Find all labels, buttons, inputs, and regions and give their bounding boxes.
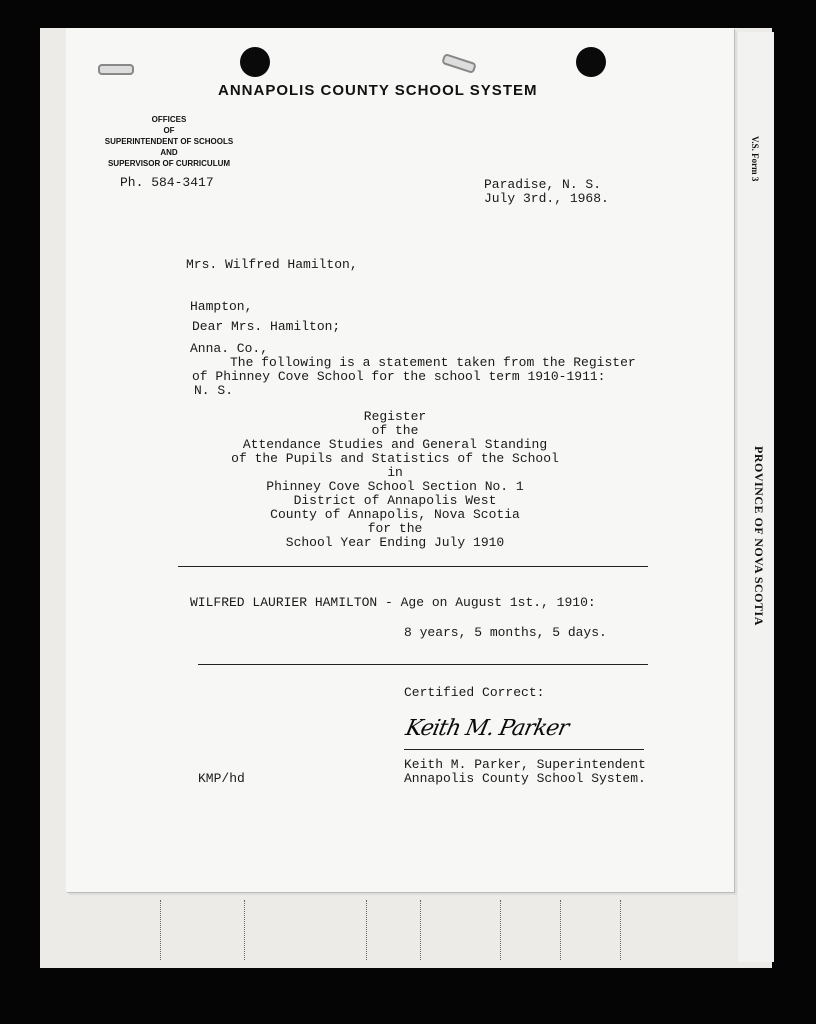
- office-line: SUPERVISOR OF CURRICULUM: [107, 159, 231, 168]
- address-line: Anna. Co.,: [190, 341, 269, 356]
- office-line: OFFICES: [151, 115, 187, 124]
- form-dotted-line: [244, 900, 245, 960]
- office-line: SUPERINTENDENT OF SCHOOLS: [104, 137, 234, 146]
- typist-initials: KMP/hd: [198, 771, 245, 786]
- phone-number: Ph. 584-3417: [120, 175, 214, 190]
- signature: Keith M. Parker: [403, 716, 571, 741]
- register-line: in: [387, 465, 403, 480]
- register-heading: [200, 410, 590, 550]
- letter-date: July 3rd., 1968.: [484, 191, 609, 206]
- address-line: Mrs. Wilfred Hamilton,: [186, 257, 358, 272]
- office-line: AND: [160, 148, 178, 157]
- register-line: for the: [367, 521, 423, 536]
- register-line: District of Annapolis West: [293, 493, 497, 508]
- signature-line: [404, 749, 644, 750]
- certified-label: Certified Correct:: [404, 685, 545, 700]
- register-line: of the Pupils and Statistics of the School: [231, 451, 559, 466]
- address-line: N. S.: [194, 383, 234, 398]
- intro-line-1: The following is a statement taken from the Register: [230, 355, 636, 370]
- form-dotted-line: [620, 900, 621, 960]
- register-line: Register: [363, 409, 427, 424]
- system-title: ANNAPOLIS COUNTY SCHOOL SYSTEM: [218, 82, 538, 99]
- form-dotted-line: [420, 900, 421, 960]
- form-dotted-line: [500, 900, 501, 960]
- address-line: Hampton,: [190, 299, 253, 314]
- office-block: [94, 114, 244, 169]
- punch-hole-right: [576, 47, 606, 77]
- register-line: Phinney Cove School Section No. 1: [266, 479, 524, 494]
- intro-line-2: of Phinney Cove School for the school term 1910-1911:: [192, 369, 606, 384]
- form-dotted-line: [160, 900, 161, 960]
- register-line: Attendance Studies and General Standing: [242, 437, 548, 452]
- salutation: Dear Mrs. Hamilton;: [192, 319, 341, 334]
- form-dotted-line: [366, 900, 367, 960]
- register-line: of the: [371, 423, 419, 438]
- province-label: PROVINCE OF NOVA SCOTIA: [752, 446, 766, 626]
- divider-bottom: [198, 664, 648, 665]
- form-dotted-line: [560, 900, 561, 960]
- pupil-line: WILFRED LAURIER HAMILTON - Age on August 1st., 1910:: [190, 595, 596, 610]
- register-line: School Year Ending July 1910: [285, 535, 505, 550]
- pupil-age: 8 years, 5 months, 5 days.: [404, 625, 607, 640]
- punch-hole-left: [240, 47, 270, 77]
- register-line: County of Annapolis, Nova Scotia: [270, 507, 520, 522]
- form-number-label: V.S. Form 3: [750, 136, 760, 182]
- signer-organization: Annapolis County School System.: [404, 771, 646, 786]
- staple-left: [98, 64, 134, 75]
- letter-place: Paradise, N. S.: [484, 177, 602, 192]
- divider-top: [178, 566, 648, 567]
- office-line: OF: [163, 126, 175, 135]
- signer-name: Keith M. Parker, Superintendent: [404, 757, 646, 772]
